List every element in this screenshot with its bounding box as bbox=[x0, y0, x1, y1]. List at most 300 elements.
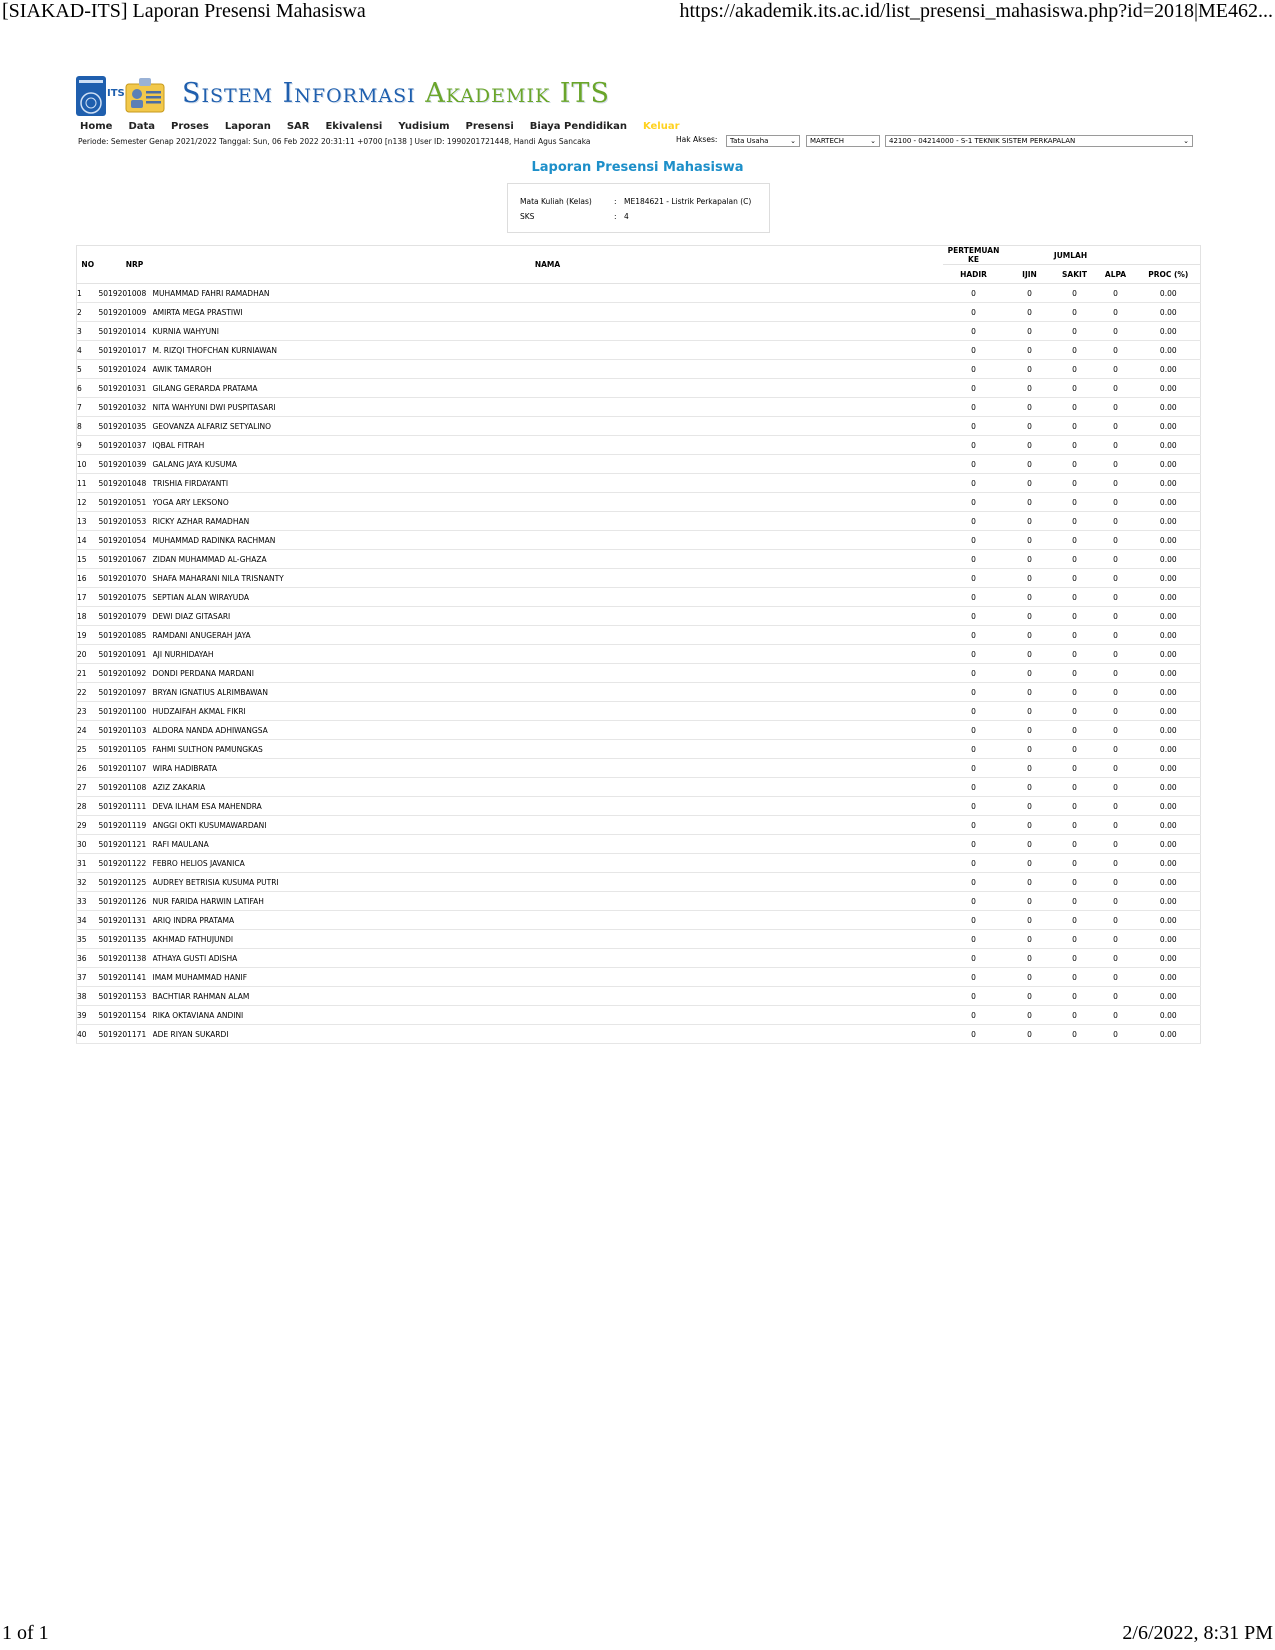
row-nrp: 5019201122 bbox=[99, 854, 153, 873]
row-sakit: 0 bbox=[1055, 379, 1095, 398]
table-row bbox=[77, 873, 1201, 892]
session-info: Periode: Semester Genap 2021/2022 Tanggal: Sun, 06 Feb 2022 20:31:11 +0700 [n138 ] User ID: 1990201721448, Handi Agus Sancaka bbox=[78, 137, 591, 146]
row-alpa: 0 bbox=[1095, 911, 1137, 930]
row-nrp: 5019201121 bbox=[99, 835, 153, 854]
table-row bbox=[77, 474, 1201, 493]
row-sakit: 0 bbox=[1055, 588, 1095, 607]
row-ijin: 0 bbox=[1005, 588, 1055, 607]
row-no: 36 bbox=[77, 949, 99, 968]
menu-item-laporan[interactable]: Laporan bbox=[224, 121, 271, 132]
menu-item-yudisium[interactable]: Yudisium bbox=[398, 121, 450, 132]
row-sakit: 0 bbox=[1055, 512, 1095, 531]
table-row bbox=[77, 835, 1201, 854]
table-row bbox=[77, 1006, 1201, 1025]
role-select-value: Tata Usaha bbox=[730, 137, 769, 145]
row-proc: 0.00 bbox=[1137, 797, 1201, 816]
table-row bbox=[77, 683, 1201, 702]
row-proc: 0.00 bbox=[1137, 816, 1201, 835]
row-nrp: 5019201171 bbox=[99, 1025, 153, 1044]
row-nama: SEPTIAN ALAN WIRAYUDA bbox=[153, 588, 943, 607]
row-hadir: 0 bbox=[943, 303, 1005, 322]
row-nama: YOGA ARY LEKSONO bbox=[153, 493, 943, 512]
row-nama: GALANG JAYA KUSUMA bbox=[153, 455, 943, 474]
row-nrp: 5019201037 bbox=[99, 436, 153, 455]
row-alpa: 0 bbox=[1095, 512, 1137, 531]
row-sakit: 0 bbox=[1055, 797, 1095, 816]
access-label: Hak Akses: bbox=[676, 135, 718, 144]
row-ijin: 0 bbox=[1005, 835, 1055, 854]
row-no: 25 bbox=[77, 740, 99, 759]
row-sakit: 0 bbox=[1055, 949, 1095, 968]
row-alpa: 0 bbox=[1095, 1025, 1137, 1044]
row-hadir: 0 bbox=[943, 455, 1005, 474]
table-row bbox=[77, 911, 1201, 930]
unit-select-value: MARTECH bbox=[810, 137, 845, 145]
row-sakit: 0 bbox=[1055, 569, 1095, 588]
row-sakit: 0 bbox=[1055, 987, 1095, 1006]
row-alpa: 0 bbox=[1095, 531, 1137, 550]
row-nama: AWIK TAMAROH bbox=[153, 360, 943, 379]
chevron-down-icon: ⌄ bbox=[1183, 137, 1189, 145]
row-nrp: 5019201032 bbox=[99, 398, 153, 417]
row-ijin: 0 bbox=[1005, 626, 1055, 645]
header-nrp: NRP bbox=[99, 246, 153, 284]
row-proc: 0.00 bbox=[1137, 341, 1201, 360]
row-no: 26 bbox=[77, 759, 99, 778]
row-sakit: 0 bbox=[1055, 759, 1095, 778]
print-page-url: https://akademik.its.ac.id/list_presensi_mahasiswa.php?id=2018|ME462... bbox=[679, 0, 1273, 22]
row-alpa: 0 bbox=[1095, 436, 1137, 455]
menu-item-keluar[interactable]: Keluar bbox=[642, 121, 680, 132]
course-label: Mata Kuliah (Kelas) bbox=[520, 197, 592, 206]
colon: : bbox=[614, 212, 617, 221]
row-ijin: 0 bbox=[1005, 987, 1055, 1006]
row-alpa: 0 bbox=[1095, 626, 1137, 645]
row-proc: 0.00 bbox=[1137, 588, 1201, 607]
logo-title bbox=[182, 78, 610, 109]
row-no: 20 bbox=[77, 645, 99, 664]
row-sakit: 0 bbox=[1055, 930, 1095, 949]
row-nrp: 5019201039 bbox=[99, 455, 153, 474]
row-no: 27 bbox=[77, 778, 99, 797]
row-proc: 0.00 bbox=[1137, 1006, 1201, 1025]
siakad-logo[interactable] bbox=[76, 74, 616, 120]
row-no: 23 bbox=[77, 702, 99, 721]
row-hadir: 0 bbox=[943, 322, 1005, 341]
row-hadir: 0 bbox=[943, 1006, 1005, 1025]
row-proc: 0.00 bbox=[1137, 664, 1201, 683]
row-nrp: 5019201119 bbox=[99, 816, 153, 835]
row-no: 29 bbox=[77, 816, 99, 835]
row-hadir: 0 bbox=[943, 550, 1005, 569]
row-ijin: 0 bbox=[1005, 930, 1055, 949]
row-hadir: 0 bbox=[943, 968, 1005, 987]
table-row bbox=[77, 987, 1201, 1006]
print-datetime: 2/6/2022, 8:31 PM bbox=[1122, 1622, 1273, 1644]
row-nrp: 5019201091 bbox=[99, 645, 153, 664]
row-alpa: 0 bbox=[1095, 607, 1137, 626]
row-sakit: 0 bbox=[1055, 778, 1095, 797]
table-row bbox=[77, 550, 1201, 569]
row-nrp: 5019201153 bbox=[99, 987, 153, 1006]
row-sakit: 0 bbox=[1055, 721, 1095, 740]
row-hadir: 0 bbox=[943, 816, 1005, 835]
row-nama: BACHTIAR RAHMAN ALAM bbox=[153, 987, 943, 1006]
table-row bbox=[77, 322, 1201, 341]
table-row bbox=[77, 797, 1201, 816]
row-hadir: 0 bbox=[943, 398, 1005, 417]
row-proc: 0.00 bbox=[1137, 531, 1201, 550]
row-proc: 0.00 bbox=[1137, 284, 1201, 303]
chevron-down-icon: ⌄ bbox=[790, 137, 796, 145]
chevron-down-icon: ⌄ bbox=[870, 137, 876, 145]
table-row bbox=[77, 284, 1201, 303]
row-hadir: 0 bbox=[943, 493, 1005, 512]
row-nama: NUR FARIDA HARWIN LATIFAH bbox=[153, 892, 943, 911]
row-ijin: 0 bbox=[1005, 664, 1055, 683]
row-sakit: 0 bbox=[1055, 816, 1095, 835]
row-ijin: 0 bbox=[1005, 512, 1055, 531]
row-sakit: 0 bbox=[1055, 607, 1095, 626]
row-proc: 0.00 bbox=[1137, 455, 1201, 474]
row-ijin: 0 bbox=[1005, 911, 1055, 930]
row-nrp: 5019201067 bbox=[99, 550, 153, 569]
row-nama: ZIDAN MUHAMMAD AL-GHAZA bbox=[153, 550, 943, 569]
row-no: 24 bbox=[77, 721, 99, 740]
row-proc: 0.00 bbox=[1137, 493, 1201, 512]
row-nama: TRISHIA FIRDAYANTI bbox=[153, 474, 943, 493]
row-alpa: 0 bbox=[1095, 455, 1137, 474]
row-proc: 0.00 bbox=[1137, 303, 1201, 322]
row-nama: ALDORA NANDA ADHIWANGSA bbox=[153, 721, 943, 740]
row-nama: AJI NURHIDAYAH bbox=[153, 645, 943, 664]
row-nama: FAHMI SULTHON PAMUNGKAS bbox=[153, 740, 943, 759]
row-nrp: 5019201131 bbox=[99, 911, 153, 930]
table-row bbox=[77, 493, 1201, 512]
row-no: 12 bbox=[77, 493, 99, 512]
table-header-row bbox=[77, 246, 1201, 265]
row-alpa: 0 bbox=[1095, 892, 1137, 911]
row-nrp: 5019201054 bbox=[99, 531, 153, 550]
row-alpa: 0 bbox=[1095, 740, 1137, 759]
prodi-select-value: 42100 - 04214000 - S-1 TEKNIK SISTEM PERKAPALAN bbox=[889, 137, 1076, 145]
row-sakit: 0 bbox=[1055, 303, 1095, 322]
row-nama: MUHAMMAD RADINKA RACHMAN bbox=[153, 531, 943, 550]
row-nama: RAFI MAULANA bbox=[153, 835, 943, 854]
row-ijin: 0 bbox=[1005, 797, 1055, 816]
row-proc: 0.00 bbox=[1137, 892, 1201, 911]
row-alpa: 0 bbox=[1095, 854, 1137, 873]
row-hadir: 0 bbox=[943, 569, 1005, 588]
row-nrp: 5019201154 bbox=[99, 1006, 153, 1025]
prodi-select[interactable] bbox=[885, 135, 1193, 147]
header-nama: NAMA bbox=[153, 246, 943, 284]
menu-item-proses[interactable]: Proses bbox=[171, 121, 209, 132]
row-ijin: 0 bbox=[1005, 949, 1055, 968]
row-nrp: 5019201051 bbox=[99, 493, 153, 512]
row-no: 18 bbox=[77, 607, 99, 626]
row-hadir: 0 bbox=[943, 531, 1005, 550]
row-proc: 0.00 bbox=[1137, 759, 1201, 778]
table-row bbox=[77, 607, 1201, 626]
row-alpa: 0 bbox=[1095, 341, 1137, 360]
row-alpa: 0 bbox=[1095, 588, 1137, 607]
row-no: 28 bbox=[77, 797, 99, 816]
row-nama: MUHAMMAD FAHRI RAMADHAN bbox=[153, 284, 943, 303]
print-header bbox=[0, 0, 1275, 26]
row-alpa: 0 bbox=[1095, 303, 1137, 322]
row-nama: AZIZ ZAKARIA bbox=[153, 778, 943, 797]
row-nrp: 5019201008 bbox=[99, 284, 153, 303]
row-ijin: 0 bbox=[1005, 493, 1055, 512]
row-nrp: 5019201014 bbox=[99, 322, 153, 341]
row-hadir: 0 bbox=[943, 759, 1005, 778]
row-nrp: 5019201141 bbox=[99, 968, 153, 987]
table-row bbox=[77, 968, 1201, 987]
row-ijin: 0 bbox=[1005, 607, 1055, 626]
row-alpa: 0 bbox=[1095, 968, 1137, 987]
row-nrp: 5019201070 bbox=[99, 569, 153, 588]
row-nrp: 5019201126 bbox=[99, 892, 153, 911]
row-alpa: 0 bbox=[1095, 702, 1137, 721]
row-nrp: 5019201048 bbox=[99, 474, 153, 493]
row-no: 31 bbox=[77, 854, 99, 873]
row-no: 16 bbox=[77, 569, 99, 588]
logo-title-word: Informasi bbox=[282, 78, 416, 109]
row-sakit: 0 bbox=[1055, 683, 1095, 702]
page-title: Laporan Presensi Mahasiswa bbox=[531, 160, 744, 175]
row-ijin: 0 bbox=[1005, 873, 1055, 892]
row-no: 8 bbox=[77, 417, 99, 436]
row-ijin: 0 bbox=[1005, 1025, 1055, 1044]
row-ijin: 0 bbox=[1005, 284, 1055, 303]
row-no: 22 bbox=[77, 683, 99, 702]
row-nrp: 5019201125 bbox=[99, 873, 153, 892]
table-row bbox=[77, 417, 1201, 436]
row-ijin: 0 bbox=[1005, 683, 1055, 702]
row-sakit: 0 bbox=[1055, 645, 1095, 664]
row-nama: ARIQ INDRA PRATAMA bbox=[153, 911, 943, 930]
row-proc: 0.00 bbox=[1137, 702, 1201, 721]
row-sakit: 0 bbox=[1055, 474, 1095, 493]
row-nrp: 5019201097 bbox=[99, 683, 153, 702]
table-row bbox=[77, 778, 1201, 797]
row-alpa: 0 bbox=[1095, 759, 1137, 778]
table-row bbox=[77, 816, 1201, 835]
menu-item-data[interactable]: Data bbox=[128, 121, 156, 132]
row-no: 5 bbox=[77, 360, 99, 379]
row-nrp: 5019201138 bbox=[99, 949, 153, 968]
menu-item-sar[interactable]: SAR bbox=[286, 121, 310, 132]
row-no: 32 bbox=[77, 873, 99, 892]
row-no: 39 bbox=[77, 1006, 99, 1025]
row-proc: 0.00 bbox=[1137, 417, 1201, 436]
row-hadir: 0 bbox=[943, 930, 1005, 949]
row-nrp: 5019201017 bbox=[99, 341, 153, 360]
table-row bbox=[77, 531, 1201, 550]
row-sakit: 0 bbox=[1055, 664, 1095, 683]
row-nama: IMAM MUHAMMAD HANIF bbox=[153, 968, 943, 987]
row-hadir: 0 bbox=[943, 854, 1005, 873]
course-info-box bbox=[507, 183, 770, 233]
row-alpa: 0 bbox=[1095, 987, 1137, 1006]
row-nama: FEBRO HELIOS JAVANICA bbox=[153, 854, 943, 873]
row-ijin: 0 bbox=[1005, 569, 1055, 588]
menu-item-home[interactable]: Home bbox=[80, 121, 113, 132]
row-nama: GILANG GERARDA PRATAMA bbox=[153, 379, 943, 398]
table-row bbox=[77, 1025, 1201, 1044]
row-proc: 0.00 bbox=[1137, 398, 1201, 417]
logo-title-word: Sistem bbox=[182, 78, 274, 109]
table-row bbox=[77, 303, 1201, 322]
table-row bbox=[77, 436, 1201, 455]
row-sakit: 0 bbox=[1055, 417, 1095, 436]
header-jumlah: JUMLAH bbox=[1005, 246, 1137, 265]
row-ijin: 0 bbox=[1005, 778, 1055, 797]
row-hadir: 0 bbox=[943, 721, 1005, 740]
header-proc: PROC (%) bbox=[1137, 265, 1201, 284]
row-hadir: 0 bbox=[943, 873, 1005, 892]
attendance-table bbox=[76, 245, 1201, 1044]
row-proc: 0.00 bbox=[1137, 721, 1201, 740]
row-proc: 0.00 bbox=[1137, 474, 1201, 493]
table-row bbox=[77, 930, 1201, 949]
logo-title-word: ITS bbox=[559, 78, 610, 109]
table-row bbox=[77, 892, 1201, 911]
row-nrp: 5019201079 bbox=[99, 607, 153, 626]
row-sakit: 0 bbox=[1055, 360, 1095, 379]
row-alpa: 0 bbox=[1095, 322, 1137, 341]
row-sakit: 0 bbox=[1055, 702, 1095, 721]
row-proc: 0.00 bbox=[1137, 949, 1201, 968]
row-no: 34 bbox=[77, 911, 99, 930]
row-proc: 0.00 bbox=[1137, 360, 1201, 379]
row-proc: 0.00 bbox=[1137, 873, 1201, 892]
row-no: 35 bbox=[77, 930, 99, 949]
row-proc: 0.00 bbox=[1137, 968, 1201, 987]
row-alpa: 0 bbox=[1095, 797, 1137, 816]
table-row bbox=[77, 455, 1201, 474]
attendance-rows bbox=[77, 284, 1201, 1044]
row-nrp: 5019201108 bbox=[99, 778, 153, 797]
colon: : bbox=[614, 197, 617, 206]
row-proc: 0.00 bbox=[1137, 322, 1201, 341]
row-nama: KURNIA WAHYUNI bbox=[153, 322, 943, 341]
row-nrp: 5019201031 bbox=[99, 379, 153, 398]
table-row bbox=[77, 379, 1201, 398]
row-nrp: 5019201075 bbox=[99, 588, 153, 607]
row-hadir: 0 bbox=[943, 379, 1005, 398]
row-hadir: 0 bbox=[943, 474, 1005, 493]
row-ijin: 0 bbox=[1005, 968, 1055, 987]
row-nama: M. RIZQI THOFCHAN KURNIAWAN bbox=[153, 341, 943, 360]
row-proc: 0.00 bbox=[1137, 512, 1201, 531]
menu-item-ekivalensi[interactable]: Ekivalensi bbox=[325, 121, 383, 132]
row-ijin: 0 bbox=[1005, 740, 1055, 759]
row-hadir: 0 bbox=[943, 341, 1005, 360]
row-ijin: 0 bbox=[1005, 702, 1055, 721]
row-hadir: 0 bbox=[943, 645, 1005, 664]
row-hadir: 0 bbox=[943, 835, 1005, 854]
sks-label: SKS bbox=[520, 212, 535, 221]
row-alpa: 0 bbox=[1095, 835, 1137, 854]
row-hadir: 0 bbox=[943, 740, 1005, 759]
row-sakit: 0 bbox=[1055, 854, 1095, 873]
row-nama: ANGGI OKTI KUSUMAWARDANI bbox=[153, 816, 943, 835]
row-sakit: 0 bbox=[1055, 341, 1095, 360]
header-blank bbox=[1137, 246, 1201, 265]
row-alpa: 0 bbox=[1095, 398, 1137, 417]
row-proc: 0.00 bbox=[1137, 854, 1201, 873]
row-hadir: 0 bbox=[943, 987, 1005, 1006]
row-nama: DEVA ILHAM ESA MAHENDRA bbox=[153, 797, 943, 816]
row-sakit: 0 bbox=[1055, 968, 1095, 987]
row-nrp: 5019201135 bbox=[99, 930, 153, 949]
row-alpa: 0 bbox=[1095, 949, 1137, 968]
row-no: 10 bbox=[77, 455, 99, 474]
menu-item-biaya-pendidikan[interactable]: Biaya Pendidikan bbox=[529, 121, 627, 132]
row-alpa: 0 bbox=[1095, 550, 1137, 569]
row-nama: ATHAYA GUSTI ADISHA bbox=[153, 949, 943, 968]
print-page-title: [SIAKAD-ITS] Laporan Presensi Mahasiswa bbox=[2, 0, 366, 22]
unit-select[interactable] bbox=[806, 135, 880, 147]
row-proc: 0.00 bbox=[1137, 550, 1201, 569]
row-alpa: 0 bbox=[1095, 493, 1137, 512]
role-select[interactable] bbox=[726, 135, 800, 147]
table-row bbox=[77, 398, 1201, 417]
header-alpa: ALPA bbox=[1095, 265, 1137, 284]
row-no: 17 bbox=[77, 588, 99, 607]
row-no: 3 bbox=[77, 322, 99, 341]
row-nama: DEWI DIAZ GITASARI bbox=[153, 607, 943, 626]
row-hadir: 0 bbox=[943, 683, 1005, 702]
row-ijin: 0 bbox=[1005, 322, 1055, 341]
table-row bbox=[77, 740, 1201, 759]
row-ijin: 0 bbox=[1005, 379, 1055, 398]
row-hadir: 0 bbox=[943, 892, 1005, 911]
row-no: 33 bbox=[77, 892, 99, 911]
row-hadir: 0 bbox=[943, 626, 1005, 645]
row-sakit: 0 bbox=[1055, 455, 1095, 474]
row-sakit: 0 bbox=[1055, 398, 1095, 417]
row-alpa: 0 bbox=[1095, 474, 1137, 493]
table-row bbox=[77, 569, 1201, 588]
row-proc: 0.00 bbox=[1137, 607, 1201, 626]
menu-item-presensi[interactable]: Presensi bbox=[465, 121, 514, 132]
table-row bbox=[77, 721, 1201, 740]
row-alpa: 0 bbox=[1095, 683, 1137, 702]
its-seal-icon bbox=[76, 76, 106, 116]
row-proc: 0.00 bbox=[1137, 626, 1201, 645]
row-alpa: 0 bbox=[1095, 379, 1137, 398]
table-row bbox=[77, 702, 1201, 721]
row-nrp: 5019201092 bbox=[99, 664, 153, 683]
row-proc: 0.00 bbox=[1137, 911, 1201, 930]
its-mark: ITS bbox=[107, 88, 125, 99]
row-nama: GEOVANZA ALFARIZ SETYALINO bbox=[153, 417, 943, 436]
row-ijin: 0 bbox=[1005, 417, 1055, 436]
row-nama: RIKA OKTAVIANA ANDINI bbox=[153, 1006, 943, 1025]
row-ijin: 0 bbox=[1005, 645, 1055, 664]
row-sakit: 0 bbox=[1055, 322, 1095, 341]
sks-row bbox=[520, 212, 629, 221]
main-menu bbox=[80, 121, 696, 135]
row-sakit: 0 bbox=[1055, 531, 1095, 550]
row-alpa: 0 bbox=[1095, 778, 1137, 797]
row-alpa: 0 bbox=[1095, 930, 1137, 949]
row-nama: BRYAN IGNATIUS ALRIMBAWAN bbox=[153, 683, 943, 702]
row-ijin: 0 bbox=[1005, 474, 1055, 493]
